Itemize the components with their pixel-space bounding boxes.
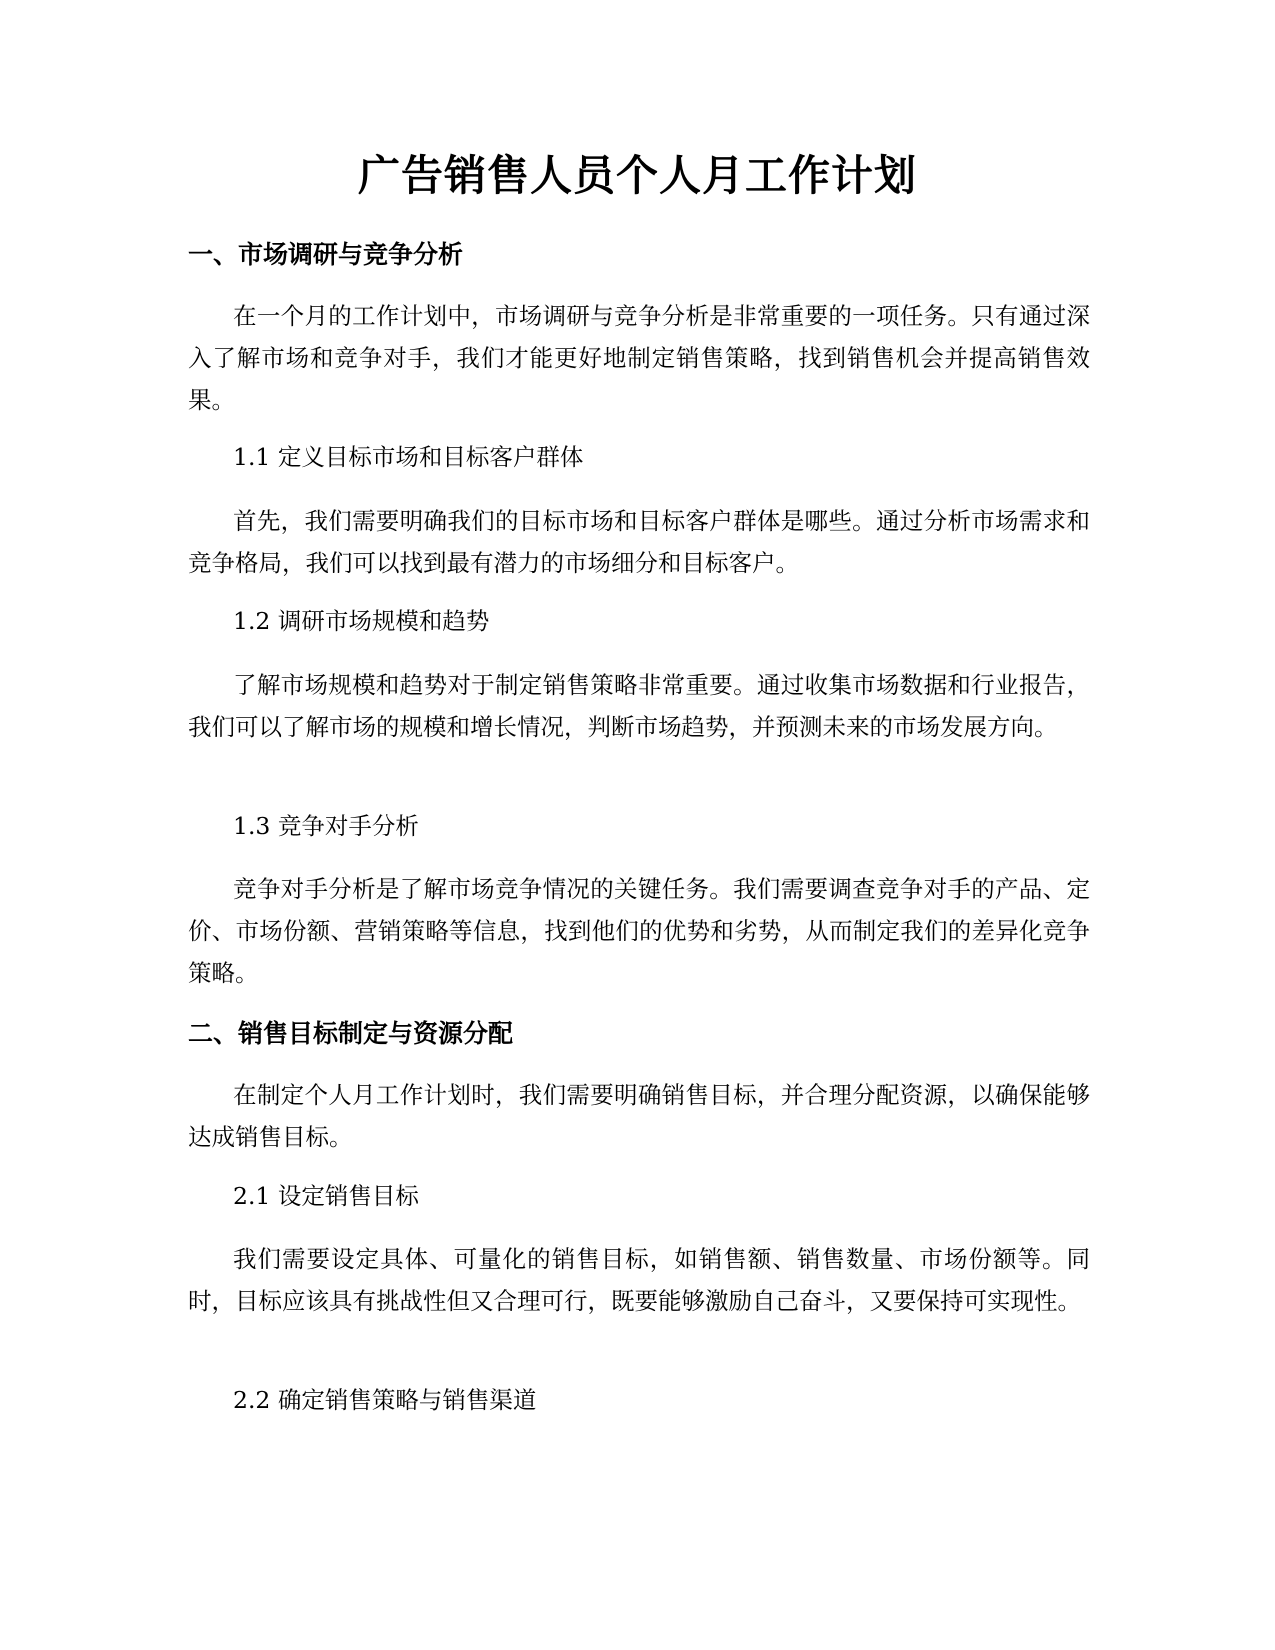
subsection-1-2-body: 了解市场规模和趋势对于制定销售策略非常重要。通过收集市场数据和行业报告，我们可以了解市场的规模和增长情况，判断市场趋势，并预测未来的市场发展方向。 xyxy=(188,671,1090,741)
subsection-1-1-body: 首先，我们需要明确我们的目标市场和目标客户群体是哪些。通过分析市场需求和竞争格局，我们可以找到最有潜力的市场细分和目标客户。 xyxy=(188,507,1090,577)
subsection-2-1-body: 我们需要设定具体、可量化的销售目标，如销售额、销售数量、市场份额等。同时，目标应该具有挑战性但又合理可行，既要能够激励自己奋斗，又要保持可实现性。 xyxy=(188,1245,1090,1315)
section-1-intro: 在一个月的工作计划中，市场调研与竞争分析是非常重要的一项任务。只有通过深入了解市场和竞争对手，我们才能更好地制定销售策略，找到销售机会并提高销售效果。 xyxy=(188,302,1090,414)
subsection-heading-1-1: 1.1 定义目标市场和目标客户群体 xyxy=(233,443,584,471)
subsection-heading-2-1: 2.1 设定销售目标 xyxy=(233,1182,419,1210)
subsection-heading-2-2: 2.2 确定销售策略与销售渠道 xyxy=(233,1386,537,1414)
section-heading-2: 二、销售目标制定与资源分配 xyxy=(188,1019,514,1048)
subsection-heading-1-3: 1.3 竞争对手分析 xyxy=(233,812,419,840)
document-title: 广告销售人员个人月工作计划 xyxy=(357,151,917,200)
section-heading-1: 一、市场调研与竞争分析 xyxy=(188,240,464,269)
subsection-heading-1-2: 1.2 调研市场规模和趋势 xyxy=(233,607,490,635)
section-2-intro: 在制定个人月工作计划时，我们需要明确销售目标，并合理分配资源，以确保能够达成销售目标。 xyxy=(188,1081,1090,1151)
subsection-1-3-body: 竞争对手分析是了解市场竞争情况的关键任务。我们需要调查竞争对手的产品、定价、市场份额、营销策略等信息，找到他们的优势和劣势，从而制定我们的差异化竞争策略。 xyxy=(188,875,1090,987)
